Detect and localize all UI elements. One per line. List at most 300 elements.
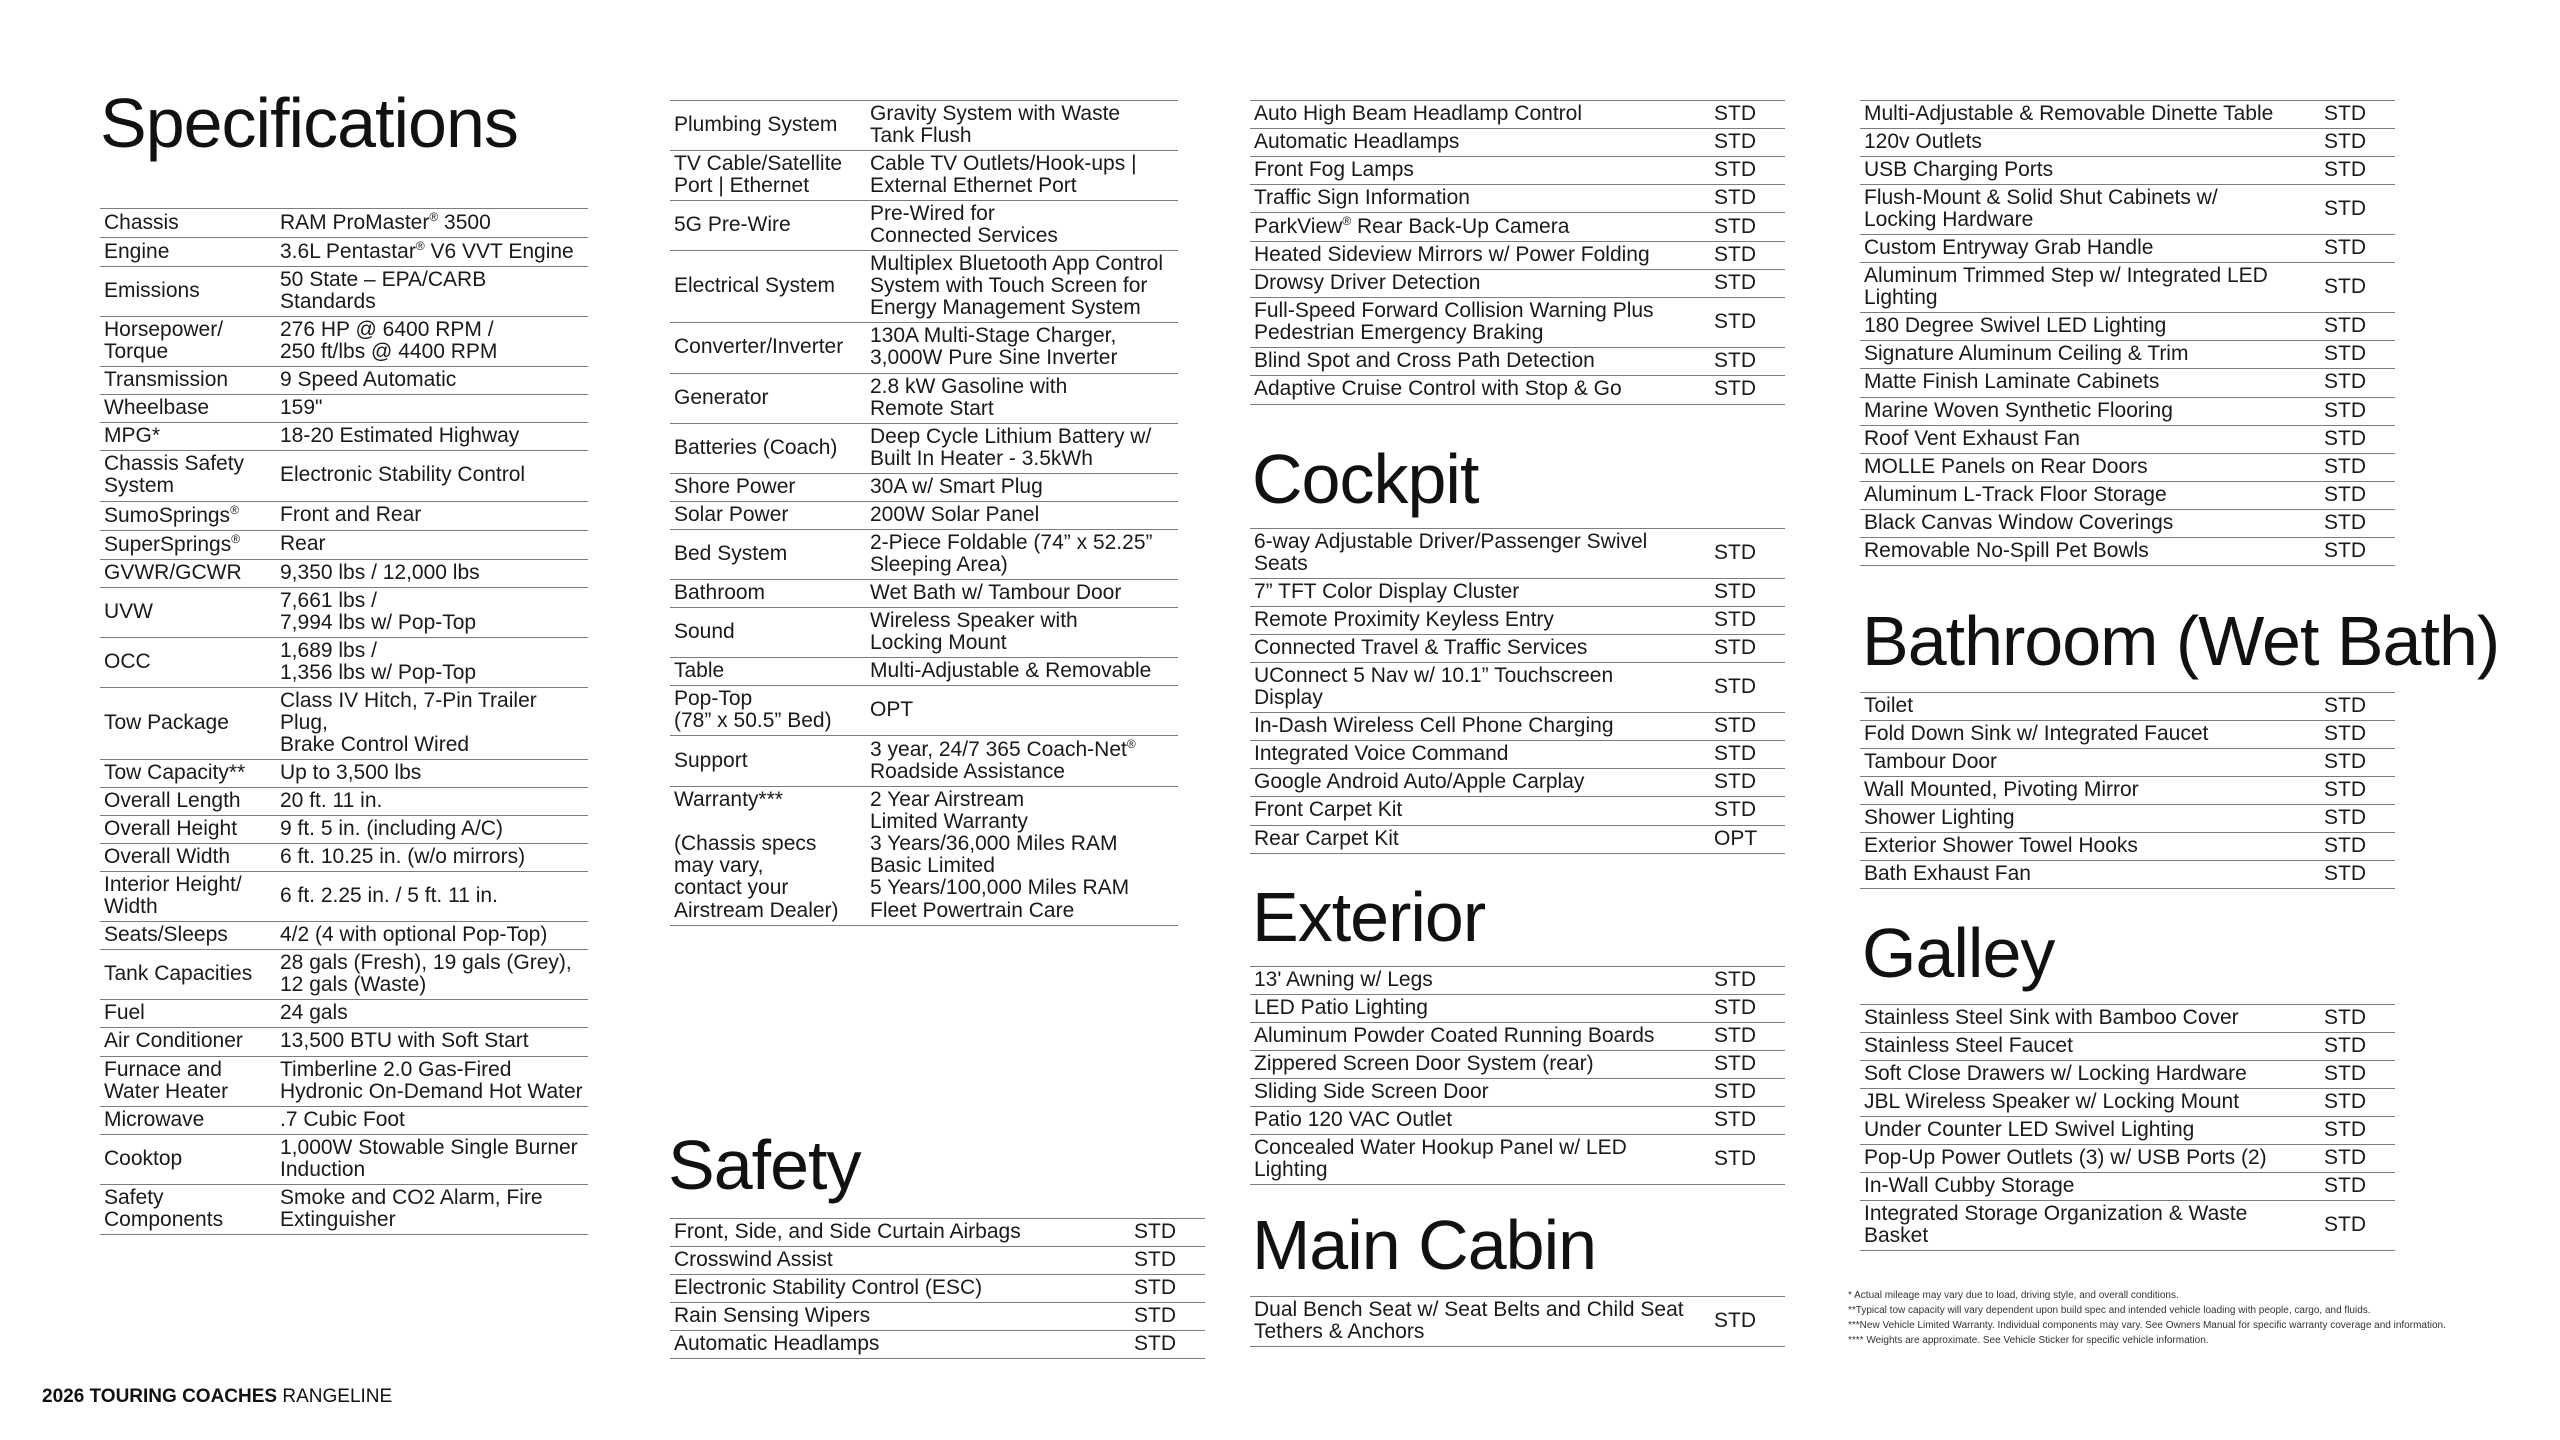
table-row (670, 473, 1178, 501)
feature-status: STD (1710, 185, 1785, 213)
table-row (1250, 713, 1785, 741)
feature-name: Dual Bench Seat w/ Seat Belts and Child Seat Tethers & Anchors (1250, 1297, 1710, 1347)
spec-label: Shore Power (670, 473, 866, 501)
feature-name: Black Canvas Window Coverings (1860, 509, 2320, 537)
spec-value: 1,689 lbs / 1,356 lbs w/ Pop-Top (276, 637, 588, 687)
spec-value: Timberline 2.0 Gas-Fired Hydronic On-Demand Hot Water (276, 1056, 588, 1106)
spec-label: Transmission (100, 367, 276, 395)
feature-status: STD (1710, 1079, 1785, 1107)
table-row (1250, 185, 1785, 213)
table-row (1250, 1297, 1785, 1347)
feature-name: Custom Entryway Grab Handle (1860, 235, 2320, 263)
table-row (100, 238, 588, 267)
table-row (1250, 663, 1785, 713)
table-row (100, 872, 588, 922)
spec-value: 28 gals (Fresh), 19 gals (Grey), 12 gals (Waste) (276, 950, 588, 1000)
spec-value: 20 ft. 11 in. (276, 788, 588, 816)
table-row (670, 1247, 1205, 1275)
table-row (100, 844, 588, 872)
feature-name: Connected Travel & Traffic Services (1250, 635, 1710, 663)
feature-status: STD (1710, 1297, 1785, 1347)
table-row (1860, 425, 2395, 453)
table-row (100, 587, 588, 637)
spec-label: Bathroom (670, 579, 866, 607)
spec-value: 50 State – EPA/CARB Standards (276, 267, 588, 317)
table-row (100, 637, 588, 687)
table-row (1250, 607, 1785, 635)
feature-name: Drowsy Driver Detection (1250, 270, 1710, 298)
feature-status: STD (2320, 369, 2395, 397)
spec-value: .7 Cubic Foot (276, 1106, 588, 1134)
spec-value: Multiplex Bluetooth App Control System with Touch Screen for Energy Management System (866, 251, 1178, 323)
feature-name: Removable No-Spill Pet Bowls (1860, 537, 2320, 565)
spec-label: Sound (670, 607, 866, 657)
spec-value: Wet Bath w/ Tambour Door (866, 579, 1178, 607)
feature-status: STD (1710, 242, 1785, 270)
table-row (100, 423, 588, 451)
feature-name: In-Dash Wireless Cell Phone Charging (1250, 713, 1710, 741)
table-row (1250, 1023, 1785, 1051)
spec-label: Interior Height/ Width (100, 872, 276, 922)
main-cabin-table (1250, 1296, 1785, 1347)
spec-label: Electrical System (670, 251, 866, 323)
table-row (1860, 1061, 2395, 1089)
feature-status: STD (2320, 1145, 2395, 1173)
footnotes (1848, 1288, 2498, 1348)
spec-value: 6 ft. 10.25 in. (w/o mirrors) (276, 844, 588, 872)
bathroom-heading: Bathroom (Wet Bath) (1862, 602, 2500, 680)
table-row (100, 1184, 588, 1234)
feature-status: STD (2320, 1089, 2395, 1117)
page-footer (42, 1386, 392, 1408)
spec-label: Support (670, 736, 866, 787)
feature-status: STD (2320, 861, 2395, 889)
spec-label: Overall Length (100, 788, 276, 816)
table-row (1860, 777, 2395, 805)
feature-name: Aluminum L-Track Floor Storage (1860, 481, 2320, 509)
feature-name: Sliding Side Screen Door (1250, 1079, 1710, 1107)
spec-label: Safety Components (100, 1184, 276, 1234)
feature-name: JBL Wireless Speaker w/ Locking Mount (1860, 1089, 2320, 1117)
feature-status: STD (1130, 1275, 1205, 1303)
feature-status: STD (2320, 1005, 2395, 1033)
feature-name: 7” TFT Color Display Cluster (1250, 579, 1710, 607)
table-row (1860, 157, 2395, 185)
spec-label: Converter/Inverter (670, 323, 866, 373)
table-row (1860, 749, 2395, 777)
feature-status: STD (2320, 1173, 2395, 1201)
feature-status: STD (2320, 341, 2395, 369)
feature-name: USB Charging Ports (1860, 157, 2320, 185)
spec-value: 159" (276, 395, 588, 423)
table-row (670, 373, 1178, 423)
feature-status: STD (2320, 833, 2395, 861)
table-row (670, 1303, 1205, 1331)
feature-name: Remote Proximity Keyless Entry (1250, 607, 1710, 635)
feature-status: STD (2320, 101, 2395, 129)
table-row (670, 1219, 1205, 1247)
spec-label: GVWR/GCWR (100, 559, 276, 587)
spec-label: Chassis (100, 209, 276, 238)
table-row (100, 209, 588, 238)
feature-status: STD (2320, 749, 2395, 777)
spec-value: Deep Cycle Lithium Battery w/ Built In Heater - 3.5kWh (866, 423, 1178, 473)
spec-value: 130A Multi-Stage Charger, 3,000W Pure Sine Inverter (866, 323, 1178, 373)
spec-label: TV Cable/Satellite Port | Ethernet (670, 151, 866, 201)
spec-value: Pre-Wired for Connected Services (866, 201, 1178, 251)
spec-label: Emissions (100, 267, 276, 317)
feature-status: STD (1710, 270, 1785, 298)
feature-name: Front Fog Lamps (1250, 157, 1710, 185)
table-row (100, 1000, 588, 1028)
spec-value: 2.8 kW Gasoline with Remote Start (866, 373, 1178, 423)
table-row (1860, 185, 2395, 235)
feature-status: STD (2320, 1201, 2395, 1251)
table-row (670, 529, 1178, 579)
table-row (100, 816, 588, 844)
feature-name: Pop-Up Power Outlets (3) w/ USB Ports (2) (1860, 1145, 2320, 1173)
table-row (100, 687, 588, 759)
table-row (100, 451, 588, 501)
feature-status: STD (1130, 1331, 1205, 1359)
feature-status: STD (2320, 509, 2395, 537)
feature-status: STD (2320, 235, 2395, 263)
feature-status: STD (1710, 741, 1785, 769)
feature-name: 120v Outlets (1860, 129, 2320, 157)
feature-name: Under Counter LED Swivel Lighting (1860, 1117, 2320, 1145)
table-row (670, 251, 1178, 323)
feature-name: Matte Finish Laminate Cabinets (1860, 369, 2320, 397)
spec-value: 30A w/ Smart Plug (866, 473, 1178, 501)
spec-value: Gravity System with Waste Tank Flush (866, 101, 1178, 151)
feature-name: 13' Awning w/ Legs (1250, 967, 1710, 995)
table-row (1860, 1089, 2395, 1117)
feature-status: STD (1710, 348, 1785, 376)
footnote: **** Weights are approximate. See Vehicle Sticker for specific vehicle information. (1848, 1335, 2209, 1346)
table-row (670, 101, 1178, 151)
feature-status: STD (2320, 1061, 2395, 1089)
spec-value: Class IV Hitch, 7-Pin Trailer Plug, Brake Control Wired (276, 687, 588, 759)
feature-name: Tambour Door (1860, 749, 2320, 777)
cockpit-heading: Cockpit (1252, 440, 1479, 518)
table-row (670, 201, 1178, 251)
feature-name: 180 Degree Swivel LED Lighting (1860, 313, 2320, 341)
spec-value: Rear (276, 530, 588, 559)
table-row (670, 1275, 1205, 1303)
exterior-table (1250, 966, 1785, 1185)
spec-value: 2 Year Airstream Limited Warranty 3 Years/36,000 Miles RAM Basic Limited 5 Years/100,000 Miles RAM Fleet Powertrain Care (866, 787, 1178, 925)
table-row (1860, 369, 2395, 397)
feature-name: Stainless Steel Faucet (1860, 1033, 2320, 1061)
table-row (1860, 129, 2395, 157)
feature-status: STD (1710, 967, 1785, 995)
spec-value: OPT (866, 686, 1178, 736)
feature-status: STD (1710, 1051, 1785, 1079)
cockpit-table (1250, 528, 1785, 854)
spec-value: Wireless Speaker with Locking Mount (866, 607, 1178, 657)
spec-value: 3 year, 24/7 365 Coach-Net® Roadside Assistance (866, 736, 1178, 787)
feature-name: Crosswind Assist (670, 1247, 1130, 1275)
feature-name: Integrated Storage Organization & Waste Basket (1860, 1201, 2320, 1251)
feature-name: Bath Exhaust Fan (1860, 861, 2320, 889)
feature-status: STD (2320, 721, 2395, 749)
feature-status: STD (1710, 713, 1785, 741)
table-row (100, 367, 588, 395)
spec-label: Microwave (100, 1106, 276, 1134)
table-row (670, 1331, 1205, 1359)
spec-value: 200W Solar Panel (866, 501, 1178, 529)
feature-name: Rain Sensing Wipers (670, 1303, 1130, 1331)
feature-name: MOLLE Panels on Rear Doors (1860, 453, 2320, 481)
feature-status: STD (2320, 313, 2395, 341)
spec-value: Front and Rear (276, 501, 588, 530)
spec-value: Up to 3,500 lbs (276, 759, 588, 787)
spec-label: Tow Package (100, 687, 276, 759)
feature-status: STD (2320, 397, 2395, 425)
spec-label: SumoSprings® (100, 501, 276, 530)
table-row (1250, 529, 1785, 579)
table-row (1250, 101, 1785, 129)
galley-table (1860, 1004, 2395, 1251)
safety-heading: Safety (668, 1126, 861, 1204)
feature-status: STD (2320, 453, 2395, 481)
feature-name: Roof Vent Exhaust Fan (1860, 425, 2320, 453)
footnote: ***New Vehicle Limited Warranty. Individual components may vary. See Owners Manual for specific warranty coverage and information. (1848, 1320, 2446, 1331)
spec-value: 18-20 Estimated Highway (276, 423, 588, 451)
feature-name: Fold Down Sink w/ Integrated Faucet (1860, 721, 2320, 749)
exterior-heading: Exterior (1252, 878, 1486, 956)
table-row (1250, 579, 1785, 607)
spec-label: Horsepower/ Torque (100, 317, 276, 367)
spec-label: Plumbing System (670, 101, 866, 151)
table-row (1250, 825, 1785, 853)
feature-name: Flush-Mount & Solid Shut Cabinets w/ Locking Hardware (1860, 185, 2320, 235)
spec-label: Overall Height (100, 816, 276, 844)
spec-label: Generator (670, 373, 866, 423)
feature-status: STD (2320, 1033, 2395, 1061)
spec-label: Warranty*** (Chassis specs may vary, contact your Airstream Dealer) (670, 787, 866, 925)
table-row (1250, 270, 1785, 298)
spec-label: OCC (100, 637, 276, 687)
spec-label: Solar Power (670, 501, 866, 529)
feature-name: Traffic Sign Information (1250, 185, 1710, 213)
feature-status: STD (1710, 1107, 1785, 1135)
feature-name: Front, Side, and Side Curtain Airbags (670, 1219, 1130, 1247)
feature-status: STD (1710, 607, 1785, 635)
table-row (100, 530, 588, 559)
spec-value: Multi-Adjustable & Removable (866, 658, 1178, 686)
feature-name: UConnect 5 Nav w/ 10.1” Touchscreen Display (1250, 663, 1710, 713)
table-row (100, 922, 588, 950)
feature-status: STD (2320, 263, 2395, 313)
table-row (670, 787, 1178, 925)
feature-name: Signature Aluminum Ceiling & Trim (1860, 341, 2320, 369)
table-row (1250, 769, 1785, 797)
table-row (670, 579, 1178, 607)
feature-status: OPT (1710, 825, 1785, 853)
feature-status: STD (1710, 213, 1785, 242)
feature-status: STD (2320, 805, 2395, 833)
spec-value: Electronic Stability Control (276, 451, 588, 501)
table-row (1860, 805, 2395, 833)
table-row (670, 658, 1178, 686)
feature-name: Aluminum Trimmed Step w/ Integrated LED Lighting (1860, 263, 2320, 313)
feature-name: Stainless Steel Sink with Bamboo Cover (1860, 1005, 2320, 1033)
spec-value: 276 HP @ 6400 RPM / 250 ft/lbs @ 4400 RPM (276, 317, 588, 367)
feature-status: STD (2320, 157, 2395, 185)
spec-value: RAM ProMaster® 3500 (276, 209, 588, 238)
spec-label: Tow Capacity** (100, 759, 276, 787)
table-row (100, 950, 588, 1000)
footer-model: RANGELINE (277, 1386, 393, 1407)
table-row (1250, 242, 1785, 270)
feature-status: STD (1710, 129, 1785, 157)
table-row (1250, 348, 1785, 376)
spec-value: 6 ft. 2.25 in. / 5 ft. 11 in. (276, 872, 588, 922)
feature-status: STD (2320, 481, 2395, 509)
spec-value: 3.6L Pentastar® V6 VVT Engine (276, 238, 588, 267)
feature-name: Concealed Water Hookup Panel w/ LED Lighting (1250, 1135, 1710, 1185)
table-row (100, 559, 588, 587)
feature-status: STD (1130, 1219, 1205, 1247)
feature-status: STD (1130, 1303, 1205, 1331)
table-row (100, 267, 588, 317)
table-row (1250, 1135, 1785, 1185)
feature-status: STD (1710, 298, 1785, 348)
feature-name: Auto High Beam Headlamp Control (1250, 101, 1710, 129)
table-row (1250, 213, 1785, 242)
feature-name: LED Patio Lighting (1250, 995, 1710, 1023)
spec-label: Cooktop (100, 1134, 276, 1184)
feature-status: STD (1710, 797, 1785, 825)
table-row (1250, 967, 1785, 995)
spec-value: Smoke and CO2 Alarm, Fire Extinguisher (276, 1184, 588, 1234)
feature-status: STD (2320, 1117, 2395, 1145)
table-row (1250, 995, 1785, 1023)
table-row (1250, 635, 1785, 663)
feature-name: Aluminum Powder Coated Running Boards (1250, 1023, 1710, 1051)
table-row (1860, 341, 2395, 369)
table-row (1860, 1117, 2395, 1145)
table-row (670, 323, 1178, 373)
feature-status: STD (1710, 663, 1785, 713)
table-row (1860, 721, 2395, 749)
feature-name: Exterior Shower Towel Hooks (1860, 833, 2320, 861)
spec-label: Wheelbase (100, 395, 276, 423)
spec-value: 13,500 BTU with Soft Start (276, 1028, 588, 1056)
spec-label: Fuel (100, 1000, 276, 1028)
table-row (670, 736, 1178, 787)
table-row (100, 759, 588, 787)
spec-value: 1,000W Stowable Single Burner Induction (276, 1134, 588, 1184)
table-row (1860, 537, 2395, 565)
feature-name: Multi-Adjustable & Removable Dinette Table (1860, 101, 2320, 129)
table-row (1860, 693, 2395, 721)
feature-name: ParkView® Rear Back-Up Camera (1250, 213, 1710, 242)
table-row (100, 395, 588, 423)
table-row (1250, 129, 1785, 157)
feature-status: STD (1130, 1247, 1205, 1275)
feature-status: STD (2320, 185, 2395, 235)
feature-name: Rear Carpet Kit (1250, 825, 1710, 853)
footer-brand: 2026 TOURING COACHES (42, 1386, 278, 1407)
table-row (1860, 1173, 2395, 1201)
feature-status: STD (2320, 777, 2395, 805)
table-row (670, 686, 1178, 736)
footnote: * Actual mileage may vary due to load, driving style, and overall conditions. (1848, 1290, 2179, 1301)
table-row (1860, 833, 2395, 861)
feature-name: In-Wall Cubby Storage (1860, 1173, 2320, 1201)
table-row (1860, 1201, 2395, 1251)
feature-status: STD (1710, 529, 1785, 579)
spec-value: 7,661 lbs / 7,994 lbs w/ Pop-Top (276, 587, 588, 637)
table-row (1860, 235, 2395, 263)
feature-name: Front Carpet Kit (1250, 797, 1710, 825)
spec-label: UVW (100, 587, 276, 637)
feature-status: STD (1710, 1023, 1785, 1051)
spec-label: Air Conditioner (100, 1028, 276, 1056)
specifications-heading: Specifications (100, 84, 518, 162)
specifications-table-continued (670, 100, 1178, 926)
table-row (1250, 157, 1785, 185)
feature-name: Integrated Voice Command (1250, 741, 1710, 769)
feature-status: STD (1710, 995, 1785, 1023)
footnote: **Typical tow capacity will vary dependent upon build spec and intended vehicle loading with people, cargo, and fluids. (1848, 1305, 2371, 1316)
table-row (1860, 1033, 2395, 1061)
galley-heading: Galley (1862, 914, 2055, 992)
main-cabin-heading: Main Cabin (1252, 1206, 1597, 1284)
spec-value: 9 Speed Automatic (276, 367, 588, 395)
feature-status: STD (2320, 693, 2395, 721)
table-row (1250, 298, 1785, 348)
safety-table-continued (1250, 100, 1785, 405)
feature-status: STD (2320, 129, 2395, 157)
table-row (100, 1056, 588, 1106)
table-row (100, 1134, 588, 1184)
table-row (100, 1028, 588, 1056)
main-cabin-table-continued (1860, 100, 2395, 566)
spec-label: Table (670, 658, 866, 686)
feature-name: Heated Sideview Mirrors w/ Power Folding (1250, 242, 1710, 270)
table-row (1860, 453, 2395, 481)
spec-value: 9 ft. 5 in. (including A/C) (276, 816, 588, 844)
feature-name: Zippered Screen Door System (rear) (1250, 1051, 1710, 1079)
feature-name: Shower Lighting (1860, 805, 2320, 833)
specifications-table (100, 208, 588, 1235)
spec-label: Seats/Sleeps (100, 922, 276, 950)
spec-label: Engine (100, 238, 276, 267)
feature-name: Marine Woven Synthetic Flooring (1860, 397, 2320, 425)
spec-value: Cable TV Outlets/Hook-ups | External Ethernet Port (866, 151, 1178, 201)
spec-label: Tank Capacities (100, 950, 276, 1000)
table-row (670, 151, 1178, 201)
feature-name: Electronic Stability Control (ESC) (670, 1275, 1130, 1303)
feature-name: Toilet (1860, 693, 2320, 721)
table-row (1860, 101, 2395, 129)
spec-label: Batteries (Coach) (670, 423, 866, 473)
table-row (100, 1106, 588, 1134)
feature-name: Blind Spot and Cross Path Detection (1250, 348, 1710, 376)
table-row (670, 501, 1178, 529)
feature-name: Automatic Headlamps (670, 1331, 1130, 1359)
table-row (100, 317, 588, 367)
bathroom-table (1860, 692, 2395, 889)
table-row (1860, 313, 2395, 341)
spec-label: MPG* (100, 423, 276, 451)
table-row (100, 501, 588, 530)
spec-label: Chassis Safety System (100, 451, 276, 501)
table-row (1250, 1107, 1785, 1135)
